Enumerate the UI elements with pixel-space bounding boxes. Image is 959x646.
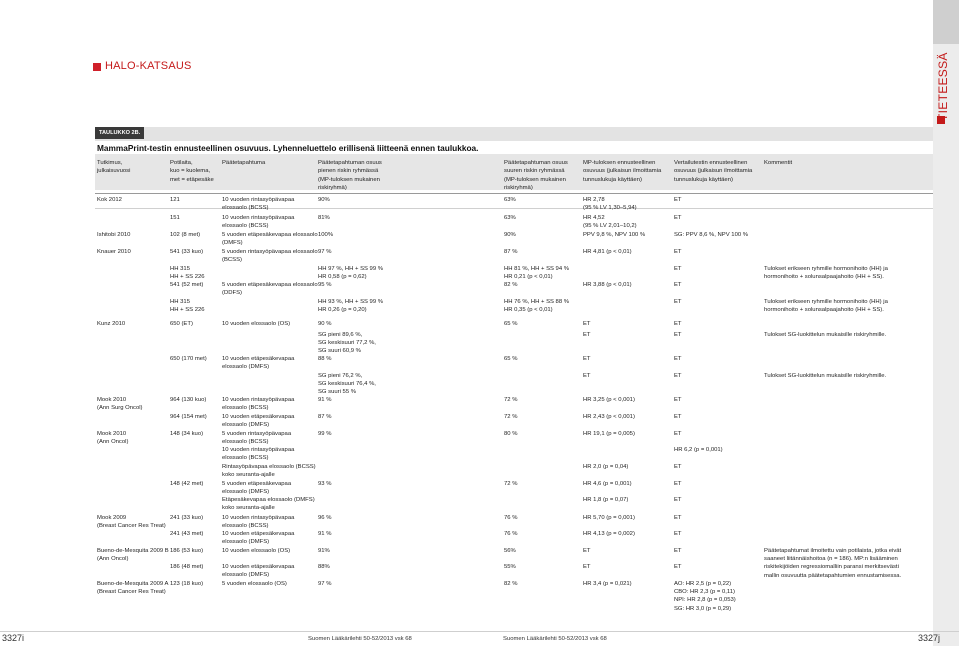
cell-patients: 241 (43 met) bbox=[170, 531, 204, 537]
cell-mp-accuracy: HR 4,13 (p = 0,002) bbox=[583, 531, 635, 537]
cell-low-risk: 88% bbox=[318, 564, 330, 570]
cell-comparison: ET bbox=[674, 299, 682, 305]
cell-low-risk: 99 % bbox=[318, 431, 332, 437]
cell-high-risk: 65 % bbox=[504, 321, 518, 327]
section-marker bbox=[93, 63, 101, 71]
cell-study: Mook 2009 (Breast Cancer Res Treat) bbox=[97, 515, 166, 530]
cell-comment: Tulokset erikseen ryhmille hormonihoito (HH) ja hormonihoito + solunsalpaajahoito (HH + SS). bbox=[764, 299, 888, 314]
cell-comparison: ET bbox=[674, 266, 682, 272]
cell-low-risk: SG pieni 76,2 %, SG keskisuuri 76,4 %, SG suuri 55 % bbox=[318, 373, 376, 396]
cell-mp-accuracy: ET bbox=[583, 321, 591, 327]
col-header-mp-accuracy: MP-tuloksen ennusteellinen osuvuus (julkaisun ilmoittamia tunnuslukuja käyttäen) bbox=[583, 160, 662, 183]
cell-study: Bueno-de-Mesquita 2009 B (Ann Oncol) bbox=[97, 548, 169, 563]
cell-endpoint: 10 vuoden elossaolo (OS) bbox=[222, 321, 291, 327]
cell-comparison: ET bbox=[674, 564, 682, 570]
cell-mp-accuracy: HR 3,88 (p < 0,01) bbox=[583, 282, 632, 288]
cell-study: Mook 2010 (Ann Surg Oncol) bbox=[97, 397, 143, 412]
footer-journal-right: Suomen Lääkärilehti 50-52/2013 vsk 68 bbox=[503, 636, 607, 642]
cell-comparison: ET bbox=[674, 282, 682, 288]
cell-comparison: ET bbox=[674, 431, 682, 437]
cell-high-risk: 65 % bbox=[504, 356, 518, 362]
cell-low-risk: 90 % bbox=[318, 321, 332, 327]
cell-study: Kok 2012 bbox=[97, 197, 122, 203]
cell-high-risk: 82 % bbox=[504, 282, 518, 288]
cell-comparison: ET bbox=[674, 373, 682, 379]
cell-patients: 102 (8 met) bbox=[170, 232, 201, 238]
cell-mp-accuracy: HR 2,78 (95 % LV 1,30–5,94) bbox=[583, 197, 637, 212]
cell-high-risk: HH 81 %, HH + SS 94 % HR 0,21 (p < 0,01) bbox=[504, 266, 569, 281]
cell-patients: 650 (ET) bbox=[170, 321, 193, 327]
cell-comparison: ET bbox=[674, 481, 682, 487]
cell-patients: 186 (48 met) bbox=[170, 564, 204, 570]
cell-endpoint: 5 vuoden rintasyöpävapaa elossaolo (BCSS) bbox=[222, 431, 292, 446]
cell-mp-accuracy: HR 1,8 (p = 0,07) bbox=[583, 497, 629, 503]
cell-comparison: ET bbox=[674, 397, 682, 403]
cell-high-risk: 80 % bbox=[504, 431, 518, 437]
col-header-low-risk: Päätetapahtuman osuus pienen riskin ryhmässä (MP-tuloksen mukainen riskiryhmä) bbox=[318, 160, 382, 192]
cell-endpoint: 5 vuoden elossaolo (OS) bbox=[222, 581, 287, 587]
cell-mp-accuracy: ET bbox=[583, 356, 591, 362]
cell-endpoint: Rintasyöpävapaa elossaolo (BCSS) koko seuranta-ajalle bbox=[222, 464, 316, 479]
cell-high-risk: 55% bbox=[504, 564, 516, 570]
cell-low-risk: 91 % bbox=[318, 531, 332, 537]
table-caption: MammaPrint-testin ennusteellinen osuvuus. Lyhenneluettelo erillisenä liitteenä ennen taulukkoa. bbox=[97, 143, 479, 153]
cell-patients: 151 bbox=[170, 215, 180, 221]
cell-high-risk: HH 76 %, HH + SS 88 % HR 0,35 (p < 0,01) bbox=[504, 299, 569, 314]
cell-endpoint: 10 vuoden rintasyöpävapaa elossaolo (BCSS) bbox=[222, 515, 295, 530]
cell-mp-accuracy: HR 4,81 (p < 0,01) bbox=[583, 249, 632, 255]
col-header-endpoint: Päätetapahtuma bbox=[222, 160, 266, 166]
cell-endpoint: 5 vuoden etäpesäkevapaa elossaolo (DMFS) bbox=[222, 481, 292, 496]
cell-endpoint: 10 vuoden rintasyöpävapaa elossaolo (BCSS) bbox=[222, 215, 295, 230]
side-strip-top bbox=[933, 0, 959, 44]
cell-mp-accuracy: ET bbox=[583, 548, 591, 554]
cell-high-risk: 63% bbox=[504, 215, 516, 221]
cell-comparison: AO: HR 2,5 (p = 0,22) CBO: HR 2,3 (p = 0,11) NPI: HR 2,8 (p = 0,053) SG: HR 3,0 (p = 0,29) bbox=[674, 581, 736, 612]
cell-low-risk: 87 % bbox=[318, 414, 332, 420]
cell-low-risk: SG pieni 89,6 %, SG keskisuuri 77,2 %, SG suuri 60,9 % bbox=[318, 332, 376, 355]
cell-low-risk: 91 % bbox=[318, 397, 332, 403]
table-label: TAULUKKO 2B. bbox=[95, 127, 144, 139]
cell-low-risk: 97 % bbox=[318, 581, 332, 587]
cell-endpoint: 5 vuoden rintasyöpävapaa elossaolo (BCSS) bbox=[222, 249, 318, 264]
col-header-comments: Kommentit bbox=[764, 160, 793, 166]
cell-high-risk: 82 % bbox=[504, 581, 518, 587]
cell-patients: 241 (33 kuo) bbox=[170, 515, 204, 521]
cell-comment: Tulokset SG-luokittelun mukaisille riskiryhmille. bbox=[764, 332, 887, 338]
cell-patients: 186 (53 kuo) bbox=[170, 548, 204, 554]
cell-high-risk: 72 % bbox=[504, 397, 518, 403]
cell-comparison: SG: PPV 8,6 %, NPV 100 % bbox=[674, 232, 748, 238]
cell-low-risk: 88 % bbox=[318, 356, 332, 362]
cell-endpoint: 10 vuoden rintasyöpävapaa elossaolo (BCSS) bbox=[222, 397, 295, 412]
cell-low-risk: HH 93 %, HH + SS 99 % HR 0,26 (p = 0,20) bbox=[318, 299, 383, 314]
cell-high-risk: 76 % bbox=[504, 515, 518, 521]
cell-low-risk: 96 % bbox=[318, 515, 332, 521]
cell-high-risk: 76 % bbox=[504, 531, 518, 537]
cell-comparison: ET bbox=[674, 464, 682, 470]
cell-study: Knauer 2010 bbox=[97, 249, 131, 255]
footer-divider bbox=[0, 631, 959, 632]
caption-bar bbox=[95, 127, 933, 141]
cell-study: Bueno-de-Mesquita 2009 A (Breast Cancer Res Treat) bbox=[97, 581, 169, 596]
cell-mp-accuracy: PPV 9,8 %, NPV 100 % bbox=[583, 232, 646, 238]
cell-comparison: ET bbox=[674, 332, 682, 338]
cell-low-risk: 81% bbox=[318, 215, 330, 221]
cell-comparison: ET bbox=[674, 249, 682, 255]
cell-high-risk: 56% bbox=[504, 548, 516, 554]
cell-endpoint: 10 vuoden etäpesäkevapaa elossaolo (DMFS) bbox=[222, 564, 295, 579]
cell-comparison: ET bbox=[674, 414, 682, 420]
row-divider bbox=[95, 208, 933, 209]
cell-patients: HH 315 HH + SS 226 bbox=[170, 266, 205, 281]
cell-patients: 541 (52 met) bbox=[170, 282, 204, 288]
cell-comparison: ET bbox=[674, 215, 682, 221]
cell-mp-accuracy: HR 5,70 (p = 0,001) bbox=[583, 515, 635, 521]
cell-study: Ishitobi 2010 bbox=[97, 232, 131, 238]
cell-mp-accuracy: HR 4,6 (p = 0,001) bbox=[583, 481, 632, 487]
cell-endpoint: 10 vuoden etäpesäkevapaa elossaolo (DMFS) bbox=[222, 414, 295, 429]
cell-endpoint: 10 vuoden etäpesäkevapaa elossaolo (DMFS) bbox=[222, 356, 295, 371]
cell-patients: 541 (33 kuo) bbox=[170, 249, 204, 255]
cell-low-risk: 97 % bbox=[318, 249, 332, 255]
cell-mp-accuracy: HR 2,43 (p < 0,001) bbox=[583, 414, 635, 420]
cell-endpoint: 10 vuoden rintasyöpävapaa elossaolo (BCSS) bbox=[222, 447, 295, 462]
cell-endpoint: 10 vuoden elossaolo (OS) bbox=[222, 548, 291, 554]
col-header-comparison: Vertailutestin ennusteellinen osuvuus (julkaisun ilmoittamia tunnuslukuja käyttäen) bbox=[674, 160, 753, 183]
cell-high-risk: 87 % bbox=[504, 249, 518, 255]
col-header-high-risk: Päätetapahtuman osuus suuren riskin ryhmässä (MP-tuloksen mukainen riskiryhmä) bbox=[504, 160, 568, 192]
cell-comparison: ET bbox=[674, 548, 682, 554]
cell-high-risk: 90% bbox=[504, 232, 516, 238]
cell-comment: Päätetapahtumat ilmoitettu vain potilaista, jotka eivät saaneet liitännäishoitoa (n = 186). MP:n lisääminen riskitekijöiden regressiomalliin paransi merkitsevästi mallin osuvuutta päätetapahtumien ennustamisessa. bbox=[764, 548, 902, 579]
cell-comment: Tulokset SG-luokittelun mukaisille riskiryhmille. bbox=[764, 373, 887, 379]
cell-low-risk: 95 % bbox=[318, 282, 332, 288]
cell-comparison: ET bbox=[674, 497, 682, 503]
side-label bbox=[936, 105, 956, 121]
cell-comparison: ET bbox=[674, 197, 682, 203]
cell-mp-accuracy: HR 19,1 (p = 0,005) bbox=[583, 431, 635, 437]
footer-journal-left: Suomen Lääkärilehti 50-52/2013 vsk 68 bbox=[308, 636, 412, 642]
cell-patients: 121 bbox=[170, 197, 180, 203]
cell-low-risk: HH 97 %, HH + SS 99 % HR 0,58 (p = 0,62) bbox=[318, 266, 383, 281]
cell-low-risk: 100% bbox=[318, 232, 334, 238]
cell-mp-accuracy: HR 3,25 (p < 0,001) bbox=[583, 397, 635, 403]
page-number-right: 3327j bbox=[918, 633, 941, 643]
cell-patients: HH 315 HH + SS 226 bbox=[170, 299, 205, 314]
cell-mp-accuracy: HR 2,0 (p = 0,04) bbox=[583, 464, 629, 470]
cell-endpoint: 10 vuoden etäpesäkevapaa elossaolo (DMFS) bbox=[222, 531, 295, 546]
cell-high-risk: 72 % bbox=[504, 481, 518, 487]
cell-endpoint: 5 vuoden etäpesäkevapaa elossaolo (DMFS) bbox=[222, 232, 318, 247]
cell-mp-accuracy: ET bbox=[583, 332, 591, 338]
cell-patients: 650 (170 met) bbox=[170, 356, 207, 362]
col-header-patients: Potilaita, kuo = kuolema, met = etäpesäke bbox=[170, 160, 214, 183]
cell-mp-accuracy: ET bbox=[583, 564, 591, 570]
cell-low-risk: 90% bbox=[318, 197, 330, 203]
cell-patients: 964 (130 kuo) bbox=[170, 397, 207, 403]
cell-comparison: ET bbox=[674, 356, 682, 362]
cell-endpoint: Etäpesäkevapaa elossaolo (DMFS) koko seuranta-ajalle bbox=[222, 497, 315, 512]
cell-patients: 964 (154 met) bbox=[170, 414, 207, 420]
cell-endpoint: 5 vuoden etäpesäkevapaa elossaolo (DDFS) bbox=[222, 282, 318, 297]
cell-low-risk: 93 % bbox=[318, 481, 332, 487]
cell-mp-accuracy: HR 3,4 (p = 0,021) bbox=[583, 581, 632, 587]
cell-comparison: ET bbox=[674, 321, 682, 327]
cell-patients: 148 (34 kuo) bbox=[170, 431, 204, 437]
section-title: HALO-KATSAUS bbox=[105, 60, 192, 72]
cell-mp-accuracy: HR 4,52 (95 % LV 2,01–10,2) bbox=[583, 215, 637, 230]
cell-mp-accuracy: ET bbox=[583, 373, 591, 379]
cell-study: Kunz 2010 bbox=[97, 321, 126, 327]
col-header-study: Tutkimus, julkaisuvuosi bbox=[97, 160, 131, 175]
cell-comparison: ET bbox=[674, 515, 682, 521]
cell-comment: Tulokset erikseen ryhmille hormonihoito (HH) ja hormonihoito + solunsalpaajahoito (HH + SS). bbox=[764, 266, 888, 281]
cell-low-risk: 91% bbox=[318, 548, 330, 554]
cell-high-risk: 63% bbox=[504, 197, 516, 203]
cell-patients: 123 (18 kuo) bbox=[170, 581, 204, 587]
row-divider bbox=[95, 193, 933, 194]
cell-study: Mook 2010 (Ann Oncol) bbox=[97, 431, 129, 446]
cell-high-risk: 72 % bbox=[504, 414, 518, 420]
cell-endpoint: 10 vuoden rintasyöpävapaa elossaolo (BCSS) bbox=[222, 197, 295, 212]
page-number-left: 3327i bbox=[2, 633, 25, 643]
cell-comparison: ET bbox=[674, 531, 682, 537]
cell-comparison: HR 6,2 (p = 0,001) bbox=[674, 447, 723, 453]
cell-patients: 148 (42 met) bbox=[170, 481, 204, 487]
